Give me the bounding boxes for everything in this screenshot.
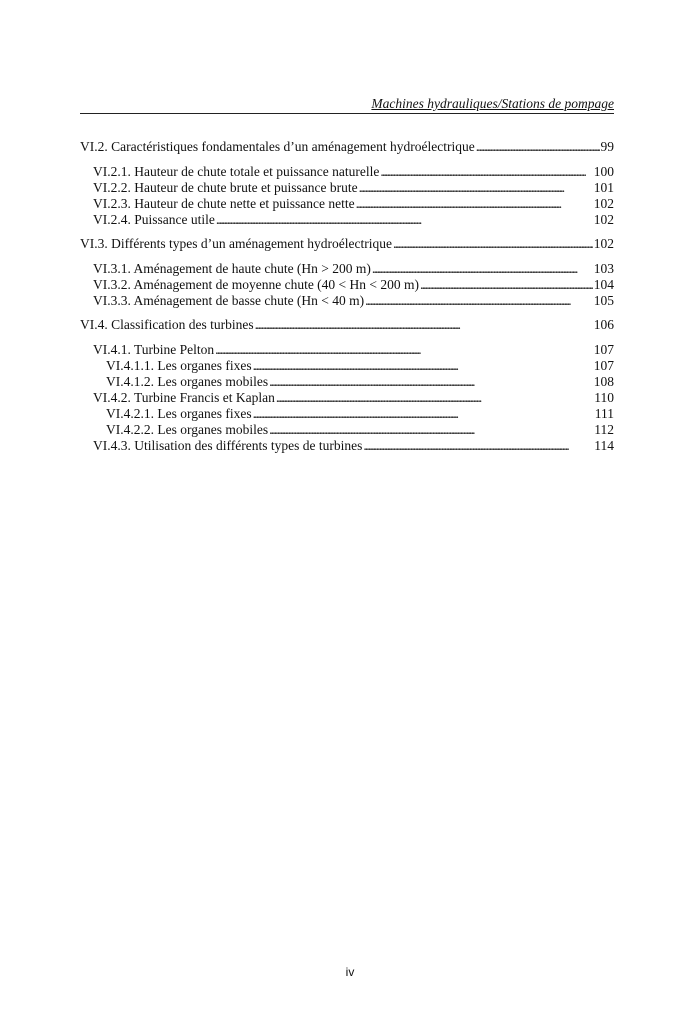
toc-entry-title: VI.4.1.1. Les organes fixes [106, 358, 252, 373]
dot-leader [269, 422, 593, 438]
toc-entry-title: VI.3.3. Aménagement de basse chute (Hn < 40 m) [93, 293, 365, 308]
dot-leader [276, 390, 593, 406]
toc-entry-page: 114 [594, 438, 614, 453]
toc-entry-title: VI.2.1. Hauteur de chute totale et puissance naturelle [93, 164, 380, 179]
toc-entry-title: VI.4.1.2. Les organes mobiles [106, 374, 269, 389]
toc-entry-page: 103 [593, 261, 614, 276]
toc-entry-title: VI.2.2. Hauteur de chute brute et puissance brute [93, 180, 358, 195]
toc-entry[interactable] [80, 293, 614, 309]
dot-leader [356, 196, 593, 212]
toc-entry-page: 99 [600, 139, 614, 154]
dot-leader [255, 317, 593, 333]
toc-entry-page: 100 [593, 164, 614, 179]
toc-entry[interactable] [80, 261, 614, 277]
toc-entry[interactable] [80, 438, 614, 454]
toc-entry-page: 107 [593, 342, 614, 357]
toc-entry-page: 101 [593, 180, 614, 195]
running-header [80, 93, 614, 114]
toc-entry-page: 102 [593, 236, 614, 251]
toc-entry[interactable] [80, 342, 614, 358]
toc-entry-page: 106 [593, 317, 614, 332]
toc-entry-page: 105 [593, 293, 614, 308]
dot-leader [363, 438, 593, 454]
toc-entry-page: 102 [593, 196, 614, 211]
toc-entry-title: VI.2.4. Puissance utile [93, 212, 215, 227]
dot-leader [269, 374, 593, 390]
toc-entry[interactable] [80, 277, 614, 293]
toc-entry[interactable] [80, 236, 614, 252]
toc-entry[interactable] [80, 212, 614, 228]
toc-entry-title: VI.4.2.1. Les organes fixes [106, 406, 252, 421]
toc-entry-title: VI.4.2. Turbine Francis et Kaplan [93, 390, 275, 405]
toc-entry[interactable] [80, 180, 614, 196]
running-header-title: Machines hydrauliques/Stations de pompage [371, 96, 614, 111]
dot-leader [365, 293, 593, 309]
toc-entry[interactable] [80, 164, 614, 180]
dot-leader [216, 212, 593, 228]
toc-entry[interactable] [80, 139, 614, 155]
toc-entry-title: VI.4.1. Turbine Pelton [93, 342, 215, 357]
toc-entry-page: 108 [593, 374, 614, 389]
dot-leader [476, 139, 600, 155]
toc-entry-title: VI.4.2.2. Les organes mobiles [106, 422, 269, 437]
toc-entry-title: VI.3. Différents types d’un aménagement hydroélectrique [80, 236, 393, 251]
toc-entry[interactable] [80, 317, 614, 333]
toc-entry[interactable] [80, 358, 614, 374]
toc-entry-page: 102 [593, 212, 614, 227]
toc-entry-title: VI.4. Classification des turbines [80, 317, 254, 332]
toc-entry-page: 104 [593, 277, 614, 292]
toc-entry-title: VI.3.1. Aménagement de haute chute (Hn > 200 m) [93, 261, 371, 276]
dot-leader [215, 342, 593, 358]
toc-entry-title: VI.2. Caractéristiques fondamentales d’un aménagement hydroélectrique [80, 139, 475, 154]
toc-entry-page: 107 [593, 358, 614, 373]
toc-entry-page: 110 [594, 390, 614, 405]
dot-leader [359, 180, 593, 196]
dot-leader [372, 261, 593, 277]
toc-entry-page: 112 [594, 422, 614, 437]
dot-leader [253, 358, 593, 374]
table-of-contents [80, 139, 614, 454]
dot-leader [253, 406, 594, 422]
dot-leader [393, 236, 593, 252]
page-number: iv [345, 965, 355, 979]
toc-entry-title: VI.2.3. Hauteur de chute nette et puissance nette [93, 196, 355, 211]
dot-leader [420, 277, 593, 293]
toc-entry[interactable] [80, 374, 614, 390]
toc-entry[interactable] [80, 196, 614, 212]
toc-entry[interactable] [80, 422, 614, 438]
dot-leader [380, 164, 592, 180]
toc-entry-title: VI.4.3. Utilisation des différents types de turbines [93, 438, 363, 453]
toc-entry-page: 111 [594, 406, 614, 421]
toc-entry[interactable] [80, 406, 614, 422]
toc-entry[interactable] [80, 390, 614, 406]
toc-entry-title: VI.3.2. Aménagement de moyenne chute (40 < Hn < 200 m) [93, 277, 420, 292]
